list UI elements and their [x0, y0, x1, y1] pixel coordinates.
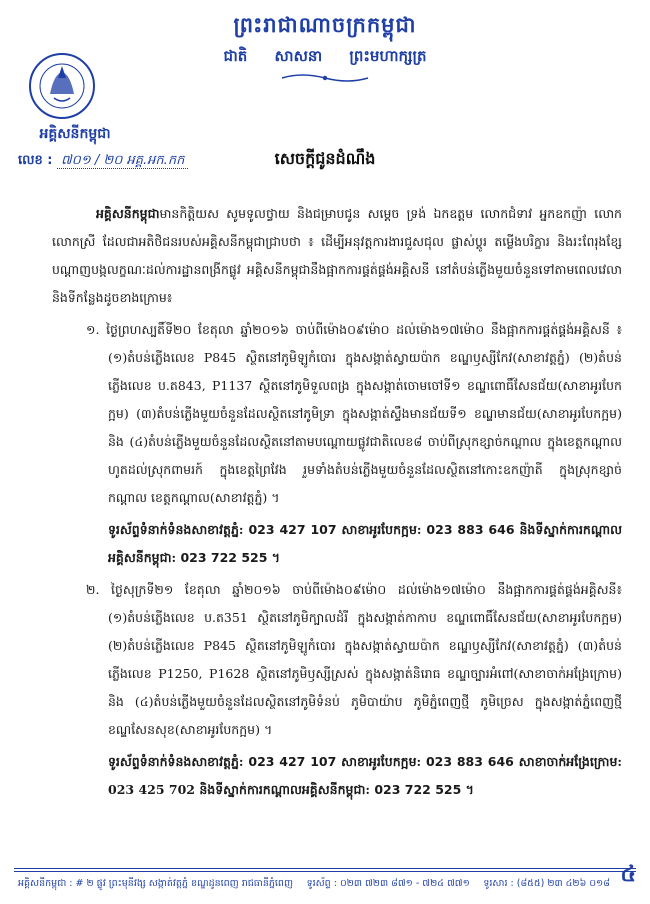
item-text: ថ្ងៃសុក្រទី២១ ខែតុលា ឆ្នាំ២០១៦ ចាប់ពីម៉ោង០៩ម៉ោ០ ដល់ម៉ោង១៧ម៉ោ០ នឹងផ្អាកការផ្គត់ផ្គង់អគ្គិសនី៖ (១)តំបន់ភ្លើងលេខ ប.ត351 ស្ថិតនៅភូមិក្បាលដំរី ក្នុងសង្កាត់កាកាប ខណ្ឌពោធិ៍សែនជ័យ(សាខាអូរបែកក្អម) (២)តំបន់ភ្លើងលេខ P845 ស្ថិតនៅភូមិឡូកំបោរ ក្នុងសង្កាត់ស្វាយប៉ាក ខណ្ឌឫស្សីកែវ(សាខាវត្តភ្នំ) (៣)តំបន់ភ្លើងលេខ P1250, P1628 ស្ថិតនៅភូមិឫស្សីស្រស់ ក្នុងសង្កាត់និរោធ ខណ្ឌច្បារអំពៅ(សាខាចាក់អង្រែក្រោម) និង (៤)តំបន់ភ្លើងមួយចំនួនដែលស្ថិតនៅភូមិទំនប់ ភូមិបាយ៉ាប ភូមិភ្នំពេញថ្មី ភូមិច្រេស ក្នុងសង្កាត់ភ្នំពេញថ្មី ខណ្ឌសែនសុខ(សាខាអូរបែកក្អម) ។: [108, 582, 622, 737]
contact-label: និងទីស្នាក់ការកណ្តាលអគ្គិសនីកម្ពុជា:: [108, 522, 622, 565]
phone-number: 023 427 107: [248, 522, 337, 537]
footer-phone: ទូរស័ព្ទ : ០២៣ ៧២៣ ៨៧១ - ៧២៤ ៧៧១: [306, 878, 470, 889]
phone-number: 023 722 525: [180, 550, 268, 565]
national-motto: ជាតិ សាសនា ព្រះមហាក្សត្រ: [223, 47, 427, 65]
org-name: អគ្គិសនីកម្ពុជា: [39, 126, 111, 142]
contact-label: ទូរស័ព្ទទំនាក់ទំនងសាខាវត្តភ្នំ:: [108, 754, 244, 769]
item-text: ថ្ងៃព្រហស្បតិ៍ទី២០ ខែតុលា ឆ្នាំ២០១៦ ចាប់ពីម៉ោង០៩ម៉ោ០ ដល់ម៉ោង១៧ម៉ោ០ នឹងផ្អាកការផ្គត់ផ្គង់អគ្គិសនី ៖ (១)តំបន់ភ្លើងលេខ P845 ស្ថិតនៅភូមិឡូកំបោរ ក្នុងសង្កាត់ស្វាយប៉ាក ខណ្ឌឫស្សីកែវ(សាខាវត្តភ្នំ) (២)តំបន់ភ្លើងលេខ ប.ត843, P1137 ស្ថិតនៅភូមិទួលពង្រ ក្នុងសង្កាត់ចោមចៅទី១ ខណ្ឌពោធិ៍សែនជ័យ(សាខាអូរបែកក្អម) (៣)តំបន់ភ្លើងមួយចំនួនដែលស្ថិតនៅភូមិទ្រា ក្នុងសង្កាត់ស្ទឹងមានជ័យទី១ ខណ្ឌមានជ័យ(សាខាអូរបែកក្អម) និង (៤)តំបន់ភ្លើងមួយចំនួនដែលស្ថិតនៅតាមបណ្តោយផ្លូវជាតិលេខ៨ ចាប់ពីស្រុកខ្សាច់កណ្តាល ក្នុងខេត្តកណ្តាល ហូតដល់ស្រុកពាមរក៍ ក្នុងខេត្តព្រៃវែង រួមទាំងតំបន់ភ្លើងមួយចំនួនដែលស្ថិតនៅកោះឧកញ៉ាតី ក្នុងស្រុកខ្សាច់កណ្តាល ខេត្តកណ្តាល(សាខាវត្តភ្នំ) ។: [106, 322, 622, 505]
footer-address: អគ្គិសនីកម្ពុជា : # ២ ផ្លូវ ព្រះមុនីវង្ស សង្កាត់វត្តភ្នំ ខណ្ឌដូនពេញ រាជធានីភ្នំពេញ: [18, 878, 293, 889]
contact-label: សាខាអូរបែកក្អម:: [341, 522, 422, 537]
phone-number: 023 427 107: [248, 754, 337, 769]
item-number: ២.: [86, 582, 100, 597]
document-title: សេចក្តីជូនដំណឹង: [274, 149, 376, 168]
contact-end: ។: [465, 782, 474, 797]
footer-divider: [14, 871, 636, 872]
page-number: ៤: [620, 861, 636, 887]
edc-logo: [28, 52, 96, 120]
reference-number: ៧០១ / ២០ អគ្គ.អក.កក: [57, 153, 188, 169]
footer-divider: [14, 868, 636, 869]
footer: [18, 877, 610, 891]
ornament-divider-icon: [280, 72, 370, 84]
intro-paragraph: [52, 200, 622, 312]
notice-body: [52, 200, 622, 804]
contact-end: ។: [271, 550, 281, 565]
contact-label: សាខាចាក់អង្រែក្រោម: 023 425 702 និងទីស្នាក់ការកណ្តាលអគ្គិសនីកម្ពុជា:: [108, 754, 623, 797]
kingdom-heading: ព្រះរាជាណាចក្រកម្ពុជា: [233, 12, 417, 37]
list-item: [52, 316, 622, 512]
contact-label: សាខាអូរបែកក្អម:: [341, 754, 422, 769]
footer-fax: ទូរសារ : (៨៥៥) ២៣ ៤២៦ ០១៨: [483, 878, 610, 889]
item-number: ១.: [86, 322, 100, 337]
phone-number: 023 883 646: [426, 522, 515, 537]
phone-number: 023 883 646: [425, 754, 514, 769]
phone-number: 023 722 525: [374, 782, 462, 797]
reference-label: លេខ :: [18, 153, 53, 168]
intro-org: អគ្គិសនីកម្ពុជា: [96, 206, 160, 221]
contact-line: [52, 516, 622, 572]
intro-text: មានកិត្តិយស សូមទូលថ្វាយ និងជម្រាបជូន សម្តេច ទ្រង់ ឯកឧត្តម លោកជំទាវ អ្នកឧកញ៉ា លោក លោកស្រី ដែលជាអតិថិជនរបស់អគ្គិសនីកម្ពុជាជ្រាបថា ៖ ដើម្បីអនុវត្តការងារជួសជុល ផ្លាស់ប្តូរ តម្លើងបរិក្ខារ និងរះពែរុងខ្សែបណ្តាញបង្កលក្ខណៈដល់ការដ្ឋានពង្រីកផ្លូវ អគ្គិសនីកម្ពុជានឹងផ្អាកការផ្គត់ផ្គង់អគ្គិសនី នៅតំបន់ភ្លើងមួយចំនួនទៅតាមពេលវេលា និងទីកន្លែងដូចខាងក្រោម៖: [52, 206, 622, 305]
contact-label: ទូរស័ព្ទទំនាក់ទំនងសាខាវត្តភ្នំ:: [108, 522, 244, 537]
contact-line: [52, 748, 622, 804]
list-item: [52, 576, 622, 744]
